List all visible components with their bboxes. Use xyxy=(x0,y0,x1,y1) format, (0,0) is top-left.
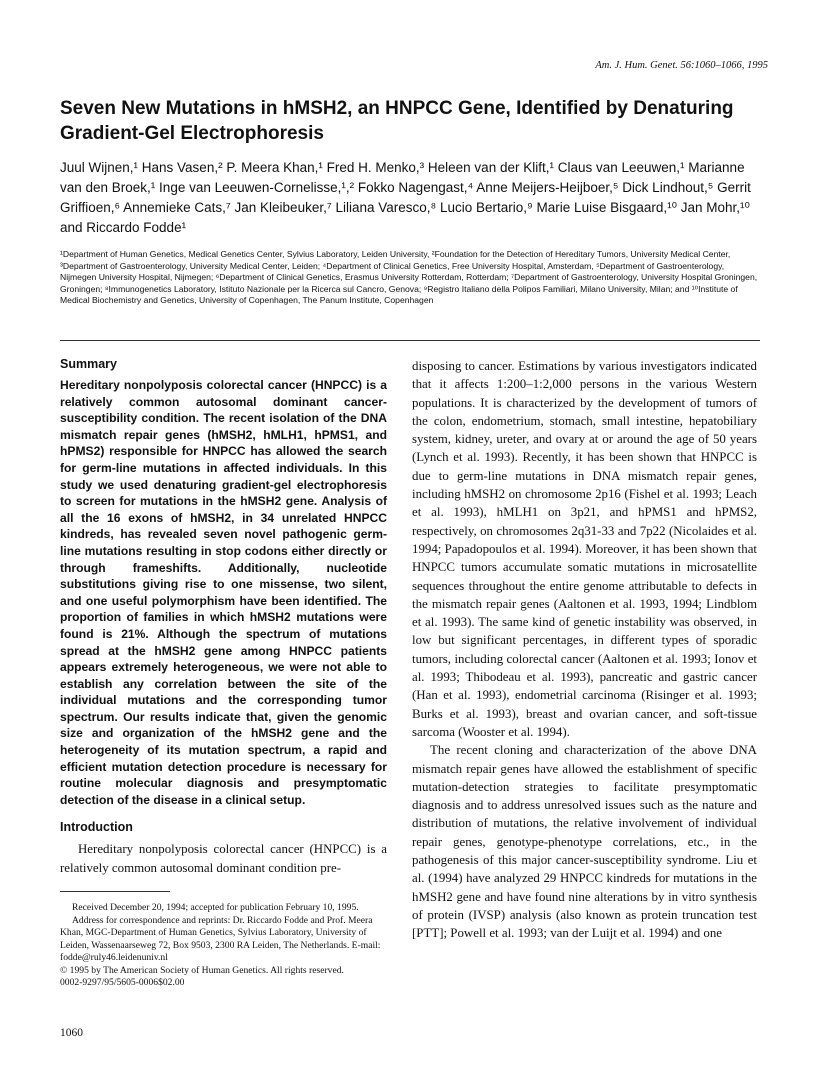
author-list: Juul Wijnen,¹ Hans Vasen,² P. Meera Khan,¹ Fred H. Menko,³ Heleen van der Klift,¹ Claus van Leeuwen,¹ Marianne van den Broek,¹ Inge van Leeuwen-Cornelisse,¹,² Fokko Nagengast,⁴ Anne Meijers-Heijboer,⁵ Dick Lindhout,⁵ Gerrit Griffioen,⁶ Annemieke Cats,⁷ Jan Kleibeuker,⁷ Liliana Varesco,⁸ Lucio Bertario,⁹ Marie Luise Bisgaard,¹⁰ Jan Mohr,¹⁰ and Riccardo Fodde¹ xyxy=(60,160,751,235)
page-number: 1060 xyxy=(60,1027,83,1039)
summary-heading: Summary xyxy=(60,357,117,371)
introduction-heading: Introduction xyxy=(60,820,133,835)
footnote-divider xyxy=(60,891,170,892)
correspondence-note: Address for correspondence and reprints: Dr. Riccardo Fodde and Prof. Meera Khan, MGC-Department of Human Genetics, Sylvius Laboratory, University of Leiden, Wassenaarseweg 72, Box 9503, 2300 RA Leiden, The Netherlands. E-mail: fodde@ruly46.leidenuniv.nl xyxy=(60,914,381,964)
introduction-paragraph-1: disposing to cancer. Estimations by various investigators indicated that it affects 1:200–1:2,000 persons in the various Western populations. It is characterized by the development of tumors of the colon, endometrium, stomach, small intestine, hepatobiliary system, kidney, ureter, and ovary at or around the age of 50 years (Lynch et al. 1993). Recently, it has been shown that HNPCC is due to germ-line mutations in DNA mismatch repair genes, including hMSH2 on chromosome 2p16 (Fishel et al. 1993; Leach et al. 1993), hMLH1 on 3p21, and hPMS1 and hPMS2, respectively, on chromosomes 2q31-33 and 7p22 (Nicolaides et al. 1994; Papadopoulos et al. 1994). Moreover, it has been shown that HNPCC tumors accumulate somatic mutations in microsatellite sequences throughout the entire genome attributable to defects in the mismatch repair genes (Aaltonen et al. 1993, 1994; Lindblom et al. 1993). The same kind of genetic instability was observed, in low but significant percentages, in different types of sporadic tumors, including colorectal cancer (Aaltonen et al. 1993; Ionov et al. 1993; Thibodeau et al. 1993), pancreatic and gastric cancer (Han et al. 1993), endometrial carcinoma (Risinger et al. 1993; Burks et al. 1993), breast and ovarian cancer, and soft-tissue sarcoma (Wooster et al. 1994). xyxy=(412,359,757,739)
journal-citation: Am. J. Hum. Genet. 56:1060–1066, 1995 xyxy=(595,60,768,71)
affiliations: ¹Department of Human Genetics, Medical Genetics Center, Sylvius Laboratory, Leiden University, ²Foundation for the Detection of Hereditary Tumors, University Medical Center, ³Department of Gastroenterology, University Medical Center, Leiden; ⁴Department of Clinical Genetics, Free University Hospital, Amsterdam, ⁵Department of Gastroenterology, Nijmegen University Hospital, Nijmegen; ⁶Department of Clinical Genetics, Erasmus University Rotterdam, Rotterdam; ⁷Department of Gastroenterology, University Hospital Groningen, Groningen; ⁸Immunogenetics Laboratory, Istituto Nazionale per la Ricerca sul Cancro, Genova; ⁹Registro Italiano della Polipos Familiari, Milano University, Milan; and ¹⁰Institute of Medical Biochemistry and Genetics, University of Copenhagen, The Panum Institute, Copenhagen xyxy=(60,249,758,306)
introduction-paragraph-2: The recent cloning and characterization of the above DNA mismatch repair genes have allowed the establishment of specific mutation-detection strategies to facilitate presymptomatic diagnosis and to address unresolved issues such as the nature and distribution of mutations, the relative involvement of individual repair genes, genotype-phenotype correlations, etc., in the pathogenesis of this major cancer-susceptibility syndrome. Liu et al. (1994) have analyzed 29 HNPCC kindreds for mutations in the hMSH2 gene and have found nine alterations by in vitro synthesis of protein (IVSP) analysis (also known as protein truncation test [PTT]; Powell et al. 1993; van der Luijt et al. 1994) and one xyxy=(412,743,757,941)
summary-text: Hereditary nonpolyposis colorectal cancer (HNPCC) is a relatively common autosomal dominant cancer-susceptibility condition. The recent isolation of the DNA mismatch repair genes (hMSH2, hMLH1, hPMS1, and hPMS2) responsible for HNPCC has allowed the search for germ-line mutations in affected individuals. In this study we used denaturing gradient-gel electrophoresis to screen for mutations in the hMSH2 gene. Analysis of all the 16 exons of hMSH2, in 34 unrelated HNPCC kindreds, has revealed seven novel pathogenic germ-line mutations resulting in stop codons either directly or through frameshifts. Additionally, nucleotide substitutions giving rise to one missense, two silent, and one useful polymorphism have been identified. The proportion of families in which hMSH2 mutations were found is 21%. Although the spectrum of mutations spread at the hMSH2 gene among HNPCC patients appears extremely heterogeneous, we were not able to establish any correlation between the site of the individual mutations and the corresponding tumor spectrum. Our results indicate that, given the genomic size and organization of the hMSH2 gene and the heterogeneity of its mutation spectrum, a rapid and efficient mutation detection procedure is necessary for routine molecular diagnosis and presymptomatic detection of the disease in a clinical setup. xyxy=(60,378,387,807)
introduction-text-left: Hereditary nonpolyposis colorectal cancer (HNPCC) is a relatively common autosomal dominant condition pre- xyxy=(60,842,387,875)
right-column xyxy=(412,357,757,943)
header-divider xyxy=(60,340,760,341)
left-column xyxy=(60,357,387,990)
received-note: Received December 20, 1994; accepted for publication February 10, 1995. xyxy=(72,902,359,914)
article-title: Seven New Mutations in hMSH2, an HNPCC Gene, Identified by Denaturing Gradient-Gel Electrophoresis xyxy=(60,98,734,144)
copyright-note: © 1995 by The American Society of Human Genetics. All rights reserved. xyxy=(60,964,344,976)
issn-note: 0002-9297/95/5605-0006$02.00 xyxy=(60,977,185,989)
